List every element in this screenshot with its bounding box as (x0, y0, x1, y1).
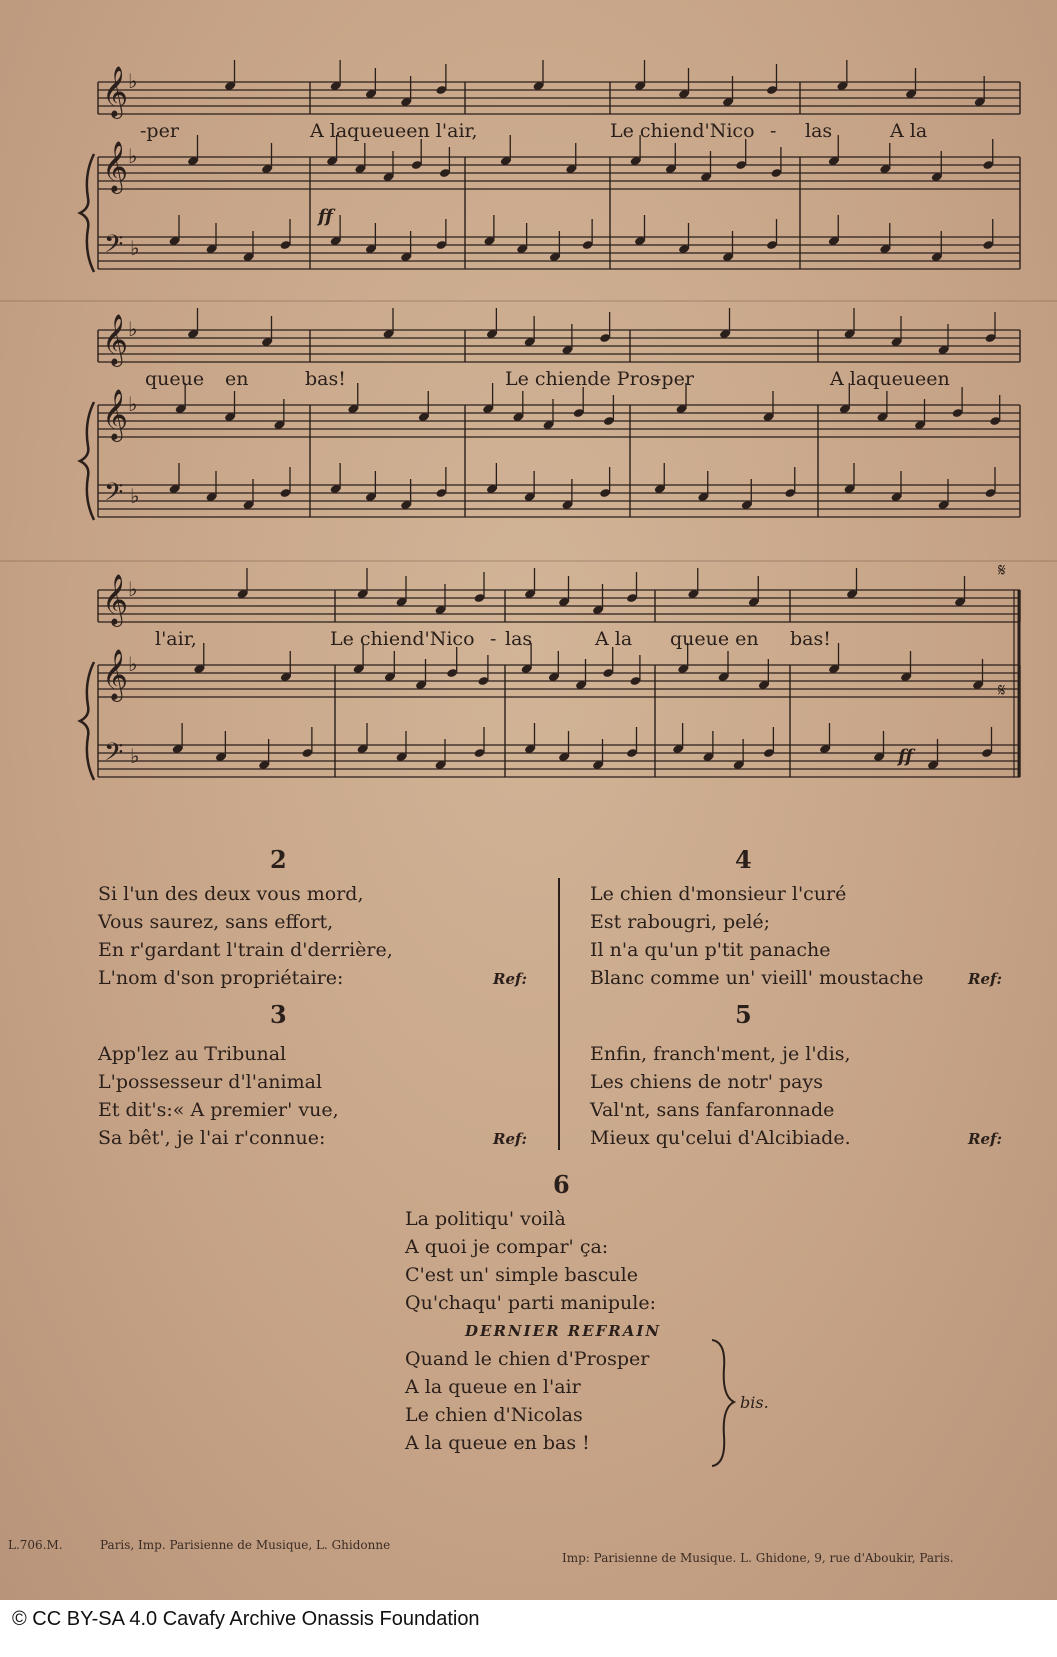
grand-staff-brace (80, 662, 94, 780)
verse-6 (405, 1205, 661, 1457)
lyric: Le chiend'Nico (330, 628, 475, 650)
lyric: - (490, 628, 497, 650)
verse-5 (590, 1040, 851, 1152)
key-signature-flat: ♭ (128, 652, 138, 676)
key-signature-flat: ♭ (128, 69, 138, 93)
key-signature-flat: ♭ (130, 744, 140, 768)
key-signature-flat: ♭ (128, 577, 138, 601)
treble-clef: 𝄞 (102, 649, 129, 700)
refrain-line: A la queue en l'air (405, 1376, 581, 1398)
lyric: bas! (790, 628, 831, 650)
lyric: -per (140, 120, 179, 142)
verse-line: L'nom d'son propriétaire: (98, 967, 344, 989)
key-signature-flat: ♭ (130, 484, 140, 508)
segno-mark: 𝄋 (998, 560, 1006, 581)
lyric: A la (890, 120, 928, 142)
bass-clef: 𝄢 (104, 230, 124, 265)
verse-line: Mieux qu'celui d'Alcibiade. (590, 1127, 851, 1149)
refrain-marker: Ref: (968, 970, 1002, 988)
verse-line: Le chien d'monsieur l'curé (590, 883, 847, 905)
treble-clef: 𝄞 (102, 389, 129, 440)
lyric: queue (145, 368, 205, 390)
refrain-marker: Ref: (493, 1130, 527, 1148)
verse-line: La politiqu' voilà (405, 1208, 566, 1230)
refrain-title: DERNIER REFRAIN (465, 1322, 662, 1340)
verse-2 (98, 880, 393, 992)
lyric: -per (655, 368, 694, 390)
verse-number: 3 (270, 1000, 287, 1029)
verse-line: Blanc comme un' vieill' moustache (590, 967, 924, 989)
refrain-marker: Ref: (968, 1130, 1002, 1148)
bass-clef: 𝄢 (104, 738, 124, 773)
key-signature-flat: ♭ (128, 317, 138, 341)
grand-staff-brace (80, 402, 94, 520)
treble-clef: 𝄞 (102, 314, 129, 365)
verse-line: Val'nt, sans fanfaronnade (590, 1099, 835, 1121)
verse-line: Et dit's:« A premier' vue, (98, 1099, 339, 1121)
refrain-line: A la queue en bas ! (405, 1432, 590, 1454)
lyric: bas! (305, 368, 346, 390)
key-signature-flat: ♭ (128, 144, 138, 168)
dynamic-marking: ff (318, 206, 333, 227)
verse-line: A quoi je compar' ça: (405, 1236, 609, 1258)
lyric: las (505, 628, 533, 650)
refrain-line: Le chien d'Nicolas (405, 1404, 583, 1426)
lyric: - (770, 120, 777, 142)
bis-brace (708, 1338, 738, 1468)
lyric: Le chiende Pros (505, 368, 660, 390)
dynamic-marking: ff (898, 746, 913, 767)
key-signature-flat: ♭ (130, 236, 140, 260)
verse-number: 6 (553, 1170, 570, 1199)
verse-line: En r'gardant l'train d'derrière, (98, 939, 393, 961)
treble-clef: 𝄞 (102, 574, 129, 625)
verse-line: Enfin, franch'ment, je l'dis, (590, 1043, 851, 1065)
verse-number: 2 (270, 845, 287, 874)
verse-number: 4 (735, 845, 752, 874)
lyric: l'air, (155, 628, 197, 650)
verse-line: Il n'a qu'un p'tit panache (590, 939, 831, 961)
verse-number: 5 (735, 1000, 752, 1029)
refrain-marker: Ref: (493, 970, 527, 988)
verse-line: Sa bêt', je l'ai r'connue: (98, 1127, 326, 1149)
verse-line: C'est un' simple bascule (405, 1264, 638, 1286)
segno-mark: 𝄋 (998, 680, 1006, 701)
lyric: en (225, 368, 249, 390)
key-signature-flat: ♭ (128, 392, 138, 416)
lyric: queue en (670, 628, 759, 650)
verse-3 (98, 1040, 339, 1152)
column-divider (558, 878, 560, 1150)
lyric: las (805, 120, 833, 142)
catalogue-code: L.706.M. (8, 1538, 63, 1552)
verse-4 (590, 880, 924, 992)
lyric: A laqueueen (830, 368, 950, 390)
treble-clef: 𝄞 (102, 66, 129, 117)
verse-line: Vous saurez, sans effort, (98, 911, 334, 933)
verse-line: Les chiens de notr' pays (590, 1071, 823, 1093)
lyric: A laqueueen l'air, (310, 120, 478, 142)
treble-clef: 𝄞 (102, 141, 129, 192)
verse-line: L'possesseur d'l'animal (98, 1071, 323, 1093)
grand-staff-brace (80, 154, 94, 272)
bis-marker: bis. (740, 1393, 769, 1412)
verse-line: Si l'un des deux vous mord, (98, 883, 364, 905)
verse-line: Est rabougri, pelé; (590, 911, 771, 933)
verse-line: Qu'chaqu' parti manipule: (405, 1292, 657, 1314)
verse-line: App'lez au Tribunal (98, 1043, 287, 1065)
bass-clef: 𝄢 (104, 478, 124, 513)
lyric: Le chiend'Nico (610, 120, 755, 142)
left-imprint: Paris, Imp. Parisienne de Musique, L. Ghidonne (100, 1538, 391, 1552)
lyric: A la (595, 628, 633, 650)
right-imprint: Imp: Parisienne de Musique. L. Ghidone, 9, rue d'Aboukir, Paris. (562, 1551, 954, 1565)
refrain-line: Quand le chien d'Prosper (405, 1348, 650, 1370)
license-credit: © CC BY-SA 4.0 Cavafy Archive Onassis Foundation (12, 1608, 480, 1630)
